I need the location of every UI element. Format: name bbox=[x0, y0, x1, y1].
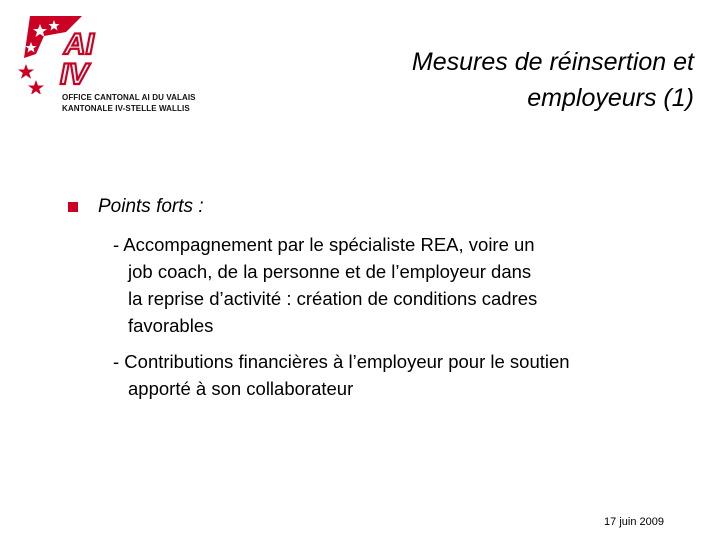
slide-title-line-1: Mesures de réinsertion et bbox=[411, 48, 694, 76]
main-bullet bbox=[68, 196, 204, 218]
logo-mark bbox=[14, 14, 196, 94]
list-item-line: la reprise d’activité : création de conditions cadres bbox=[128, 288, 538, 309]
logo-mark-bottom: IV bbox=[60, 58, 89, 91]
square-bullet-icon bbox=[68, 202, 78, 212]
list-item bbox=[113, 348, 673, 402]
ai-iv-logo bbox=[14, 14, 196, 124]
slide-title-line-2: employeurs (1) bbox=[527, 84, 694, 112]
logo-mark-top: AI bbox=[64, 28, 94, 61]
list-item bbox=[113, 231, 673, 339]
main-bullet-label: Points forts : bbox=[98, 196, 204, 217]
footer-date: 17 juin 2009 bbox=[604, 516, 664, 528]
list-item-line: apporté à son collaborateur bbox=[128, 378, 354, 399]
slide-title bbox=[274, 44, 694, 116]
logo-office-name-de: KANTONALE IV-STELLE WALLIS bbox=[62, 104, 190, 113]
list-item-line: - Contributions financières à l’employeur pour le soutien bbox=[113, 351, 570, 372]
list-item-line: - Accompagnement par le spécialiste REA, voire un bbox=[113, 234, 535, 255]
list-item-line: favorables bbox=[128, 315, 214, 336]
logo-office-name-fr: OFFICE CANTONAL AI DU VALAIS bbox=[62, 93, 196, 102]
list-item-line: job coach, de la personne et de l’employeur dans bbox=[128, 261, 532, 282]
